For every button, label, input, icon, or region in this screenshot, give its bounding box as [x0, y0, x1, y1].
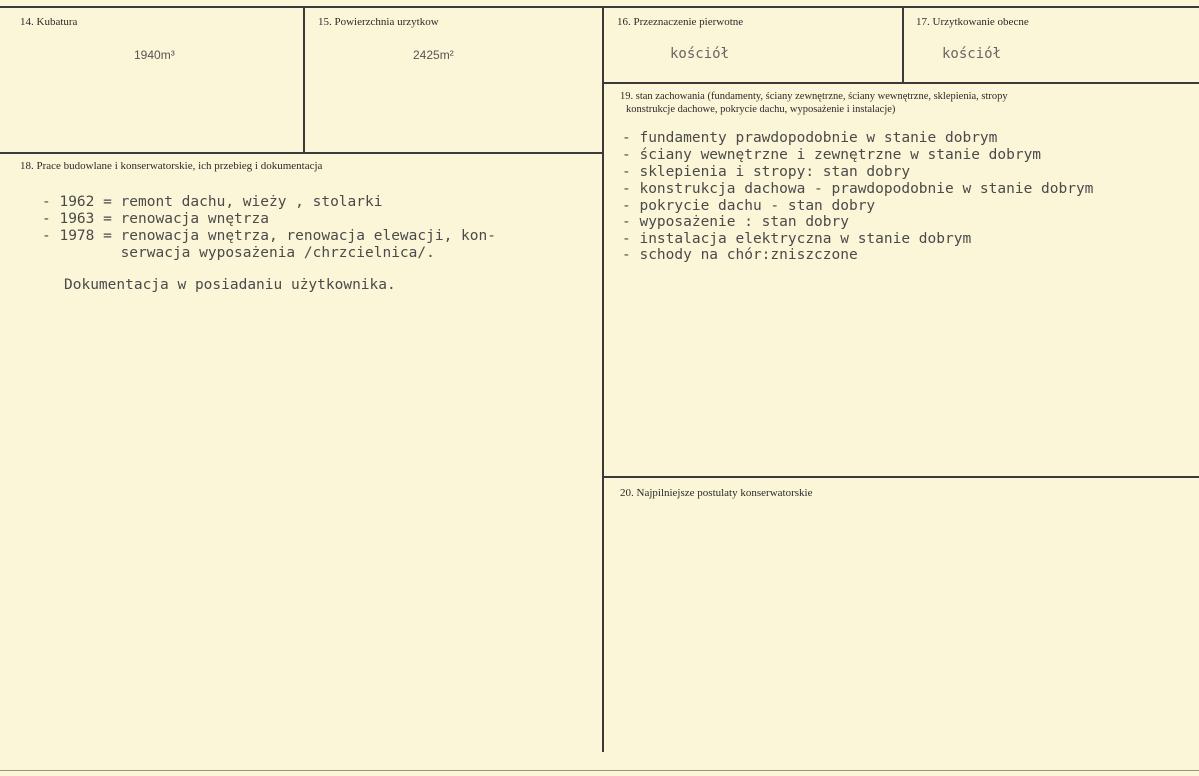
prace-line-1: - 1962 = remont dachu, wieży , stolarki	[42, 194, 383, 210]
stan-line-1: - fundamenty prawdopodobnie w stanie dobrym	[622, 130, 998, 146]
przeznaczenie-value: kościół	[670, 46, 730, 62]
dokumentacja-note: Dokumentacja w posiadaniu użytkownika.	[64, 277, 396, 293]
row-divider-right-top	[604, 82, 1199, 84]
kubatura-label: 14. Kubatura	[20, 16, 78, 28]
stan-line-7: - instalacja elektryczna w stanie dobrym	[622, 231, 972, 247]
przeznaczenie-label: 16. Przeznaczenie pierwotne	[617, 16, 744, 28]
powierzchnia-label: 15. Powierzchnia urzytkow	[318, 16, 439, 28]
stan-line-3: - sklepienia i stropy: stan dobry	[622, 164, 911, 180]
divider-14-15	[303, 8, 305, 152]
stan-line-2: - ściany wewnętrzne i zewnętrzne w stanie dobrym	[622, 147, 1042, 163]
stan-line-4: - konstrukcja dachowa - prawdopodobnie w stanie dobrym	[622, 181, 1094, 197]
stan-label-1: 19. stan zachowania (fundamenty, ściany zewnętrzne, ściany wewnętrzne, sklepienia, stropy	[620, 91, 1008, 102]
prace-line-3: - 1978 = renowacja wnętrza, renowacja elewacji, kon-	[42, 228, 496, 244]
kubatura-value: 1940m³	[134, 48, 175, 62]
uzytkowanie-label: 17. Urzytkowanie obecne	[916, 16, 1029, 28]
divider-16-17	[902, 8, 904, 83]
row-divider-left	[0, 152, 604, 154]
prace-line-2: - 1963 = renowacja wnętrza	[42, 211, 269, 227]
row-divider-right-mid	[604, 476, 1199, 478]
stan-line-5: - pokrycie dachu - stan dobry	[622, 198, 876, 214]
uzytkowanie-value: kościół	[942, 46, 1002, 62]
center-divider	[602, 8, 604, 752]
stan-label-2: konstrukcje dachowe, pokrycie dachu, wyposażenie i instalacje)	[626, 104, 896, 115]
top-border	[0, 6, 1199, 8]
powierzchnia-value: 2425m²	[413, 48, 454, 62]
postulaty-label: 20. Najpilniejsze postulaty konserwatorskie	[620, 487, 813, 499]
stan-line-6: - wyposażenie : stan dobry	[622, 214, 849, 230]
stan-line-8: - schody na chór:zniszczone	[622, 247, 858, 263]
bottom-border	[0, 770, 1199, 771]
prace-line-4: serwacja wyposażenia /chrzcielnica/.	[42, 245, 435, 261]
prace-label: 18. Prace budowlane i konserwatorskie, ich przebieg i dokumentacja	[20, 160, 323, 172]
